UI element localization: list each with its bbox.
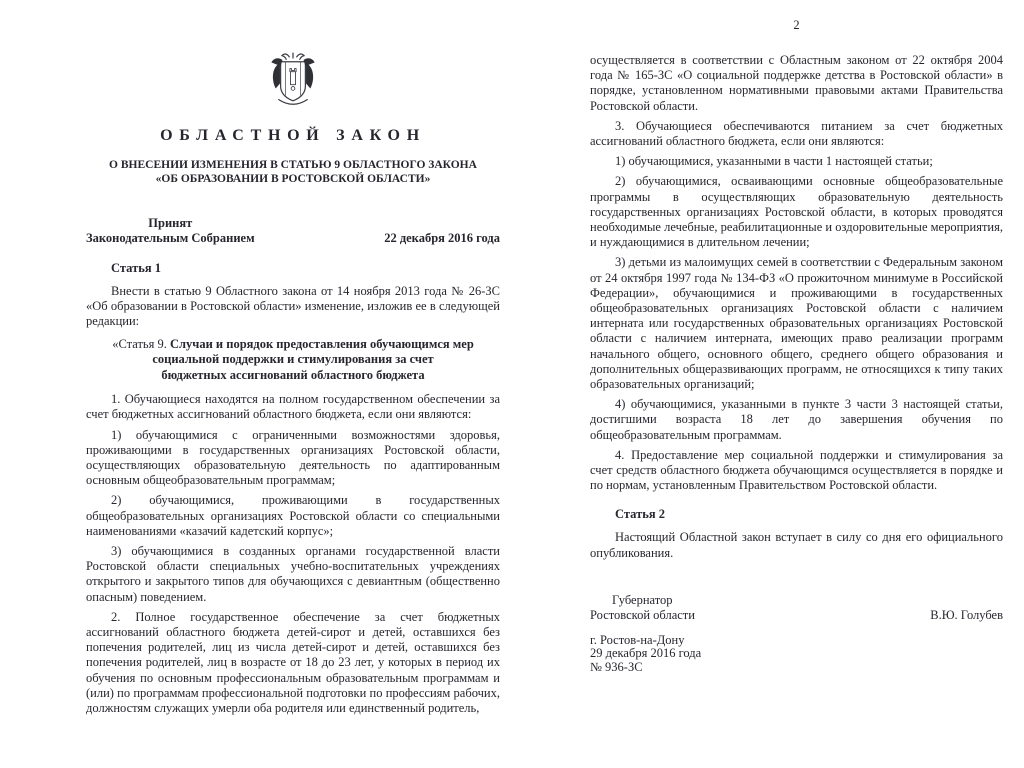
body-paragraph: 4) обучающимися, указанными в пункте 3 части 3 настоящей статьи, достигшими возраста 18 лет до завершения обучения по общеобразовательным программам. [590, 397, 1003, 442]
body-paragraph: 2. Полное государственное обеспечение за счет бюджетных ассигнований областного бюджета детей-сирот и детей, оставшихся без попечения родителей, лиц из числа детей-сирот и детей, оставшихся без попечения родителей, лиц в возрасте от 18 до 23 лет, у которых в период их обучения по основным профессиональным образовательным программам и (или) по программам профессиональной подготовки по профессиям рабочих, должностям служащих умерли оба родителя или единственный родитель, [86, 609, 500, 715]
article-9-title-part1: Случаи и порядок предоставления обучающимся мер [170, 336, 474, 351]
law-subtitle-line2: «ОБ ОБРАЗОВАНИИ В РОСТОВСКОЙ ОБЛАСТИ» [155, 172, 431, 185]
body-paragraph: 3. Обучающиеся обеспечиваются питанием за счет бюджетных ассигнований областного бюджета, если они являются: [590, 118, 1003, 149]
article-9-title-part2: социальной поддержки и стимулирования за счет [152, 352, 434, 367]
article-2-text: Настоящий Областной закон вступает в силу со дня его официального опубликования. [590, 530, 1003, 560]
body-paragraph: 1) обучающимися, указанными в части 1 настоящей статьи; [615, 154, 933, 169]
page-2 [512, 0, 1024, 768]
adopted-date: 22 декабря 2016 года [384, 230, 500, 245]
signature-post-line2: Ростовской области [590, 607, 695, 622]
body-paragraph: 2) обучающимися, осваивающими основные общеобразовательные программы в осуществляющих образовательную деятельность государственных организациях Ростовской области, в которых проводятся необходимые лечебные, реабилитационные и оздоровительные мероприятия, и нуждающимися в длительном лечении; [590, 174, 1003, 250]
signature-post [590, 593, 695, 623]
issue-number: № 936-ЗС [590, 659, 643, 674]
article-9-label: «Статья 9. [112, 336, 167, 351]
body-paragraph: осуществляется в соответствии с Областным законом от 22 октября 2004 года № 165-ЗС «О социальной поддержке детства в Ростовской области» в порядке, установленном нормативными правовыми актами Правительства Ростовской области. [590, 53, 1003, 113]
page-number: 2 [793, 18, 800, 32]
article-9-title-part3: бюджетных ассигнований областного бюджета [161, 367, 425, 382]
coat-of-arms [86, 50, 500, 117]
signature-post-line1: Губернатор [612, 592, 673, 607]
law-subtitle [86, 159, 500, 186]
adopted-label: Принят [148, 216, 193, 230]
body-paragraph: 3) детьми из малоимущих семей в соответствии с Федеральным законом от 24 октября 1997 года № 134-ФЗ «О прожиточном минимуме в Российской Федерации», обучающимися и проживающими в государственных общеобразовательных организациях Ростовской области с наличием интерната или государственных образовательных организациях Ростовской области с наличием интерната, имеющих право реализации программ начального общего, основного общего, среднего общего образования и дополнительных общеразвивающих программ, не относящихся к типу таких образовательных организаций; [590, 255, 1003, 392]
body-paragraph: 1. Обучающиеся находятся на полном государственном обеспечении за счет бюджетных ассигнований областного бюджета, если они являются: [86, 392, 500, 422]
article-1-heading: Статья 1 [111, 261, 161, 275]
law-subtitle-line1: О ВНЕСЕНИИ ИЗМЕНЕНИЯ В СТАТЬЮ 9 ОБЛАСТНОГО ЗАКОНА [109, 159, 477, 171]
article-2-heading: Статья 2 [615, 507, 665, 522]
body-paragraph: 4. Предоставление мер социальной поддержки и стимулирования за счет средств областного бюджета обучающимся осуществляется в порядке и по нормам, установленным Правительством Ростовской области. [590, 447, 1003, 493]
issue-block [590, 634, 1003, 675]
signature-block [590, 593, 1003, 623]
body-paragraph: 1) обучающимися с ограниченными возможностями здоровья, проживающими в государственных организациях Ростовской области, осуществляющих образовательную деятельность по адаптированным основным общеобразовательным программам; [86, 427, 500, 488]
law-title: ОБЛАСТНОЙ ЗАКОН [160, 127, 426, 144]
body-paragraph: 3) обучающимися в созданных органами государственной власти Ростовской области специальных учебно-воспитательных учреждениях открытого и закрытого типов для обучающихся с девиантным (общественно опасным) поведением. [86, 543, 500, 604]
article-9-heading [86, 337, 500, 384]
article-9-heading-line1 [86, 337, 500, 353]
adopted-body: Законодательным Собранием [86, 230, 255, 245]
issue-city: г. Ростов-на-Дону [590, 632, 685, 647]
intro-paragraph: Внести в статью 9 Областного закона от 14 ноября 2013 года № 26-ЗС «Об образовании в Ростовской области» изменение, изложив ее в следующей редакции: [86, 284, 500, 329]
signature-name: В.Ю. Голубев [930, 607, 1003, 622]
body-paragraph: 2) обучающимися, проживающими в государственных общеобразовательных организациях Ростовской области со специальными наименованиями «казачий кадетский корпус»; [86, 493, 500, 538]
issue-date: 29 декабря 2016 года [590, 646, 702, 661]
rostov-oblast-coat-of-arms-icon [262, 50, 324, 112]
adopted-by [86, 216, 255, 245]
adoption-block [86, 216, 500, 245]
